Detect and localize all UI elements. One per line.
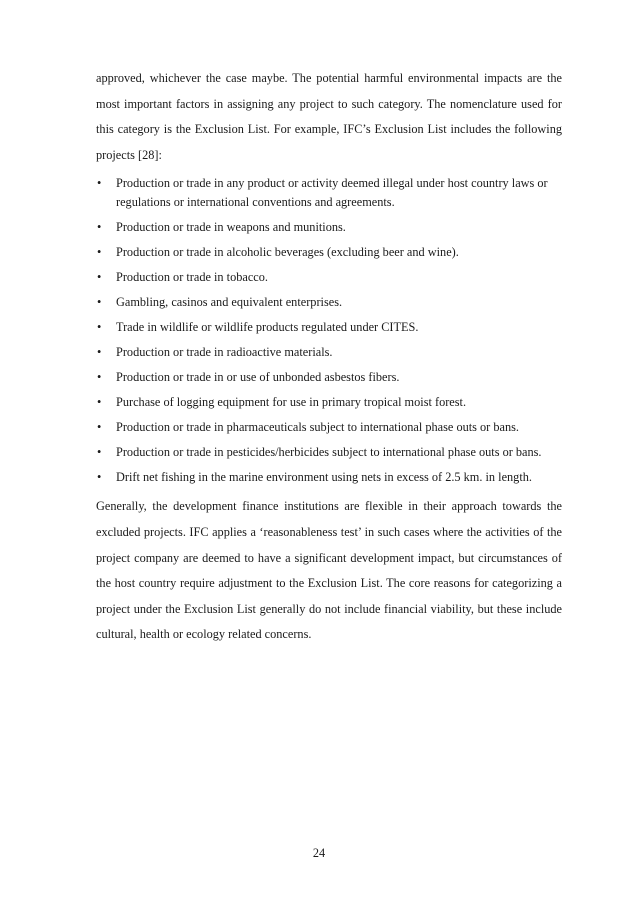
list-item — [96, 268, 562, 287]
list-item-text: Production or trade in tobacco. — [116, 269, 268, 284]
list-item-text: Production or trade in pharmaceuticals subject to international phase outs or bans. — [116, 419, 519, 434]
paragraph-intro: approved, whichever the case maybe. The potential harmful environmental impacts are the most important factors in assigning any project to such category. The nomenclature used for this category is the Exclusion List. For example, IFC’s Exclusion List includes the following projects [28]: — [96, 71, 562, 162]
page-number: 24 — [312, 846, 326, 860]
bullet-icon: • — [97, 294, 102, 309]
list-item-text: Drift net fishing in the marine environment using nets in excess of 2.5 km. in length. — [116, 469, 532, 484]
bullet-icon: • — [97, 344, 102, 359]
bullet-icon: • — [97, 319, 102, 334]
list-item — [96, 243, 562, 262]
bullet-icon: • — [97, 244, 102, 259]
bullet-icon: • — [97, 219, 102, 234]
list-item — [96, 343, 562, 362]
list-item — [96, 218, 562, 237]
bullet-icon: • — [97, 394, 102, 409]
exclusion-list — [96, 174, 562, 486]
bullet-icon: • — [97, 176, 102, 191]
list-item — [96, 368, 562, 387]
list-item-text: Trade in wildlife or wildlife products regulated under CITES. — [116, 319, 419, 334]
list-item — [96, 393, 562, 412]
paragraph-conclusion: Generally, the development finance institutions are flexible in their approach towards the excluded projects. IFC applies a ‘reasonableness test’ in such cases where the activities of the project company are deemed to have a significant development impact, but circumstances of the host country require adjustment to the Exclusion List. The core reasons for categorizing a project under the Exclusion List generally do not include financial viability, but these include cultural, health or ecology related concerns. — [96, 499, 562, 642]
list-item — [96, 468, 562, 487]
bullet-icon: • — [97, 444, 102, 459]
bullet-icon: • — [97, 469, 102, 484]
list-item-text: Production or trade in radioactive materials. — [116, 344, 333, 359]
list-item-text: Production or trade in any product or activity deemed illegal under host country laws or regulations or international conventions and agreements. — [116, 176, 548, 209]
list-item-text: Purchase of logging equipment for use in primary tropical moist forest. — [116, 394, 467, 409]
list-item-text: Production or trade in alcoholic beverages (excluding beer and wine). — [116, 244, 459, 259]
list-item — [96, 318, 562, 337]
list-item — [96, 293, 562, 312]
list-item-text: Production or trade in weapons and munitions. — [116, 219, 346, 234]
list-item-text: Production or trade in or use of unbonded asbestos fibers. — [116, 369, 400, 384]
list-item — [96, 443, 562, 462]
list-item-text: Production or trade in pesticides/herbicides subject to international phase outs or bans. — [116, 444, 542, 459]
document-page — [96, 66, 562, 648]
list-item — [96, 174, 562, 211]
bullet-icon: • — [97, 419, 102, 434]
bullet-icon: • — [97, 269, 102, 284]
list-item — [96, 418, 562, 437]
bullet-icon: • — [97, 369, 102, 384]
list-item-text: Gambling, casinos and equivalent enterprises. — [116, 294, 343, 309]
